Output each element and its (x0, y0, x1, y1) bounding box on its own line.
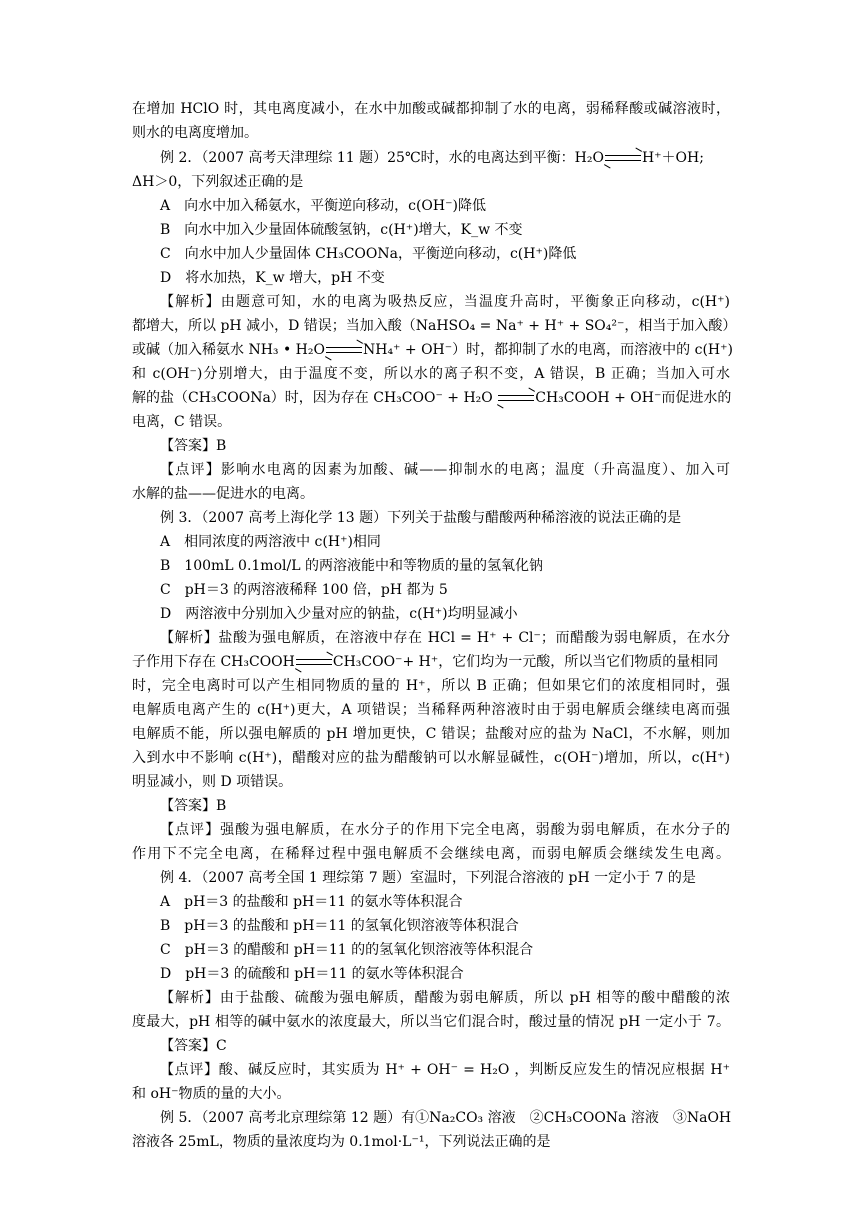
answer-line: 【答案】B (160, 798, 227, 814)
text-line: 水解的盐——促进水的电离。 (132, 486, 314, 502)
equilibrium-arrow-icon (326, 345, 362, 355)
option-d: D 将水加热，K_w 增大，pH 不变 (160, 270, 385, 286)
option-c: C pH＝3 的醋酸和 pH＝11 的的氢氧化钡溶液等体积混合 (160, 942, 534, 958)
analysis-line: 【解析】盐酸为强电解质，在溶液中存在 HCl = H⁺ + Cl⁻；而醋酸为弱电解质，在水分 (160, 630, 730, 646)
analysis-line: 【解析】由于盐酸、硫酸为强电解质，醋酸为弱电解质，所以 pH 相等的酸中醋酸的浓 (160, 990, 730, 1006)
text-line: 和 c(OH⁻)分别增大，由于温度不变，所以水的离子积不变，A 错误，B 正确；当加入可水 (132, 366, 730, 382)
option-a: A 相同浓度的两溶液中 c(H⁺)相同 (160, 534, 381, 550)
text-line: 都增大，所以 pH 减小，D 错误；当加入酸（NaHSO₄ = Na⁺ + H⁺ + SO₄²⁻，相当于加入酸） (132, 318, 737, 334)
text-segment: CH₃COO⁻+ H⁺，它们均为一元酸，所以当它们物质的量相同 (332, 654, 719, 670)
option-a: A 向水中加入稀氨水，平衡逆向移动，c(OH⁻)降低 (160, 198, 486, 214)
option-b: B 100mL 0.1mol/L 的两溶液能中和等物质的量的氢氧化钠 (160, 558, 543, 574)
option-b: B pH＝3 的盐酸和 pH＝11 的氢氧化钡溶液等体积混合 (160, 918, 519, 934)
answer-line: 【答案】C (160, 1038, 227, 1054)
text-line: 作用下不完全电离，在稀释过程中强电解质不会继续电离，而弱电解质会继续发生电离。 (132, 846, 730, 862)
text-segment: H⁺＋OH; (641, 150, 704, 166)
option-b: B 向水中加入少量固体硫酸氢钠，c(H⁺)增大，K_w 不变 (160, 222, 523, 238)
text-segment: 解的盐（CH₃COONa）时，因为存在 CH₃COO⁻ + H₂O (132, 390, 493, 406)
comment-line: 【点评】强酸为强电解质，在水分子的作用下完全电离，弱酸为弱电解质，在水分子的 (160, 822, 730, 838)
example-3-question-line: 例 3．（2007 高考上海化学 13 题）下列关于盐酸与醋酸两种稀溶液的说法正确的是 (160, 510, 682, 526)
text-line: 和 oH⁻物质的量的大小。 (132, 1086, 291, 1102)
text-line: 时，完全电离时可以产生相同物质的量的 H⁺，所以 B 正确；但如果它们的浓度相同时，强 (132, 678, 730, 694)
text-line: 明显减小，则 D 项错误。 (132, 774, 293, 790)
text-segment: 例 2．（2007 高考天津理综 11 题）25℃时，水的电离达到平衡：H₂O (160, 150, 604, 166)
text-line: 入到水中不影响 c(H⁺)，醋酸对应的盐为醋酸钠可以水解显碱性，c(OH⁻)增加，所以，c(H⁺) (132, 750, 730, 766)
analysis-line: 【解析】由题意可知，水的电离为吸热反应，当温度升高时，平衡象正向移动，c(H⁺) (160, 294, 730, 310)
comment-line: 【点评】酸、碱反应时，其实质为 H⁺ + OH⁻ = H₂O ，判断反应发生的情况应根据 H⁺ (160, 1062, 730, 1078)
text-segment: CH₃COOH + OH⁻而促进水的 (535, 390, 732, 406)
equilibrium-arrow-icon (498, 393, 534, 403)
option-c: C 向水中加人少量固体 CH₃COONa，平衡逆向移动，c(H⁺)降低 (160, 246, 577, 262)
answer-line: 【答案】B (160, 438, 227, 454)
comment-line: 【点评】影响水电离的因素为加酸、碱——抑制水的电离；温度（升高温度）、加入可 (160, 462, 730, 478)
text-line: 则水的电离度增加。 (132, 125, 258, 141)
option-c: C pH＝3 的两溶液稀释 100 倍，pH 都为 5 (160, 582, 448, 598)
text-line: 度最大，pH 相等的碱中氨水的浓度最大，所以当它们混合时，酸过量的情况 pH 一定小于 7。 (132, 1014, 730, 1030)
equilibrium-arrow-icon (296, 657, 332, 667)
text-line: ΔH＞0，下列叙述正确的是 (132, 174, 304, 190)
example-5-question-line: 例 5．（2007 高考北京理综第 12 题）有①Na₂CO₃ 溶液 ②CH₃COONa 溶液 ③NaOH (160, 1110, 732, 1126)
text-line (132, 386, 731, 410)
text-line: 电解质电离产生的 c(H⁺)更大，A 项错误；当稀释两种溶液时由于弱电解质会继续电离而强 (132, 702, 730, 718)
option-d: D 两溶液中分别加入少量对应的钠盐，c(H⁺)均明显减小 (160, 606, 518, 622)
option-a: A pH＝3 的盐酸和 pH＝11 的氨水等体积混合 (160, 894, 463, 910)
text-line: 电离，C 错误。 (132, 414, 232, 430)
text-line: 电解质不能，所以强电解质的 pH 增加更快，C 错误；盐酸对应的盐为 NaCl，不水解，则加 (132, 726, 730, 742)
option-d: D pH＝3 的硫酸和 pH＝11 的氨水等体积混合 (160, 966, 464, 982)
text-line (132, 650, 718, 674)
example-4-question-line: 例 4．（2007 高考全国 1 理综第 7 题）室温时，下列混合溶液的 pH 一定小于 7 的是 (160, 870, 696, 886)
text-line: 溶液各 25mL，物质的量浓度均为 0.1mol·L⁻¹，下列说法正确的是 (132, 1134, 551, 1150)
text-line (132, 338, 733, 362)
example-2-question-line (160, 146, 704, 170)
text-segment: NH₄⁺ + OH⁻）时，都抑制了水的电离，而溶液中的 c(H⁺) (362, 342, 733, 358)
text-segment: 子作用下存在 CH₃COOH (132, 654, 295, 670)
equilibrium-arrow-icon (605, 153, 641, 163)
text-line: 在增加 HClO 时，其电离度减小，在水中加酸或碱都抑制了水的电离，弱稀释酸或碱溶液时， (132, 101, 730, 117)
text-segment: 或碱（加入稀氨水 NH₃ • H₂O (132, 342, 325, 358)
